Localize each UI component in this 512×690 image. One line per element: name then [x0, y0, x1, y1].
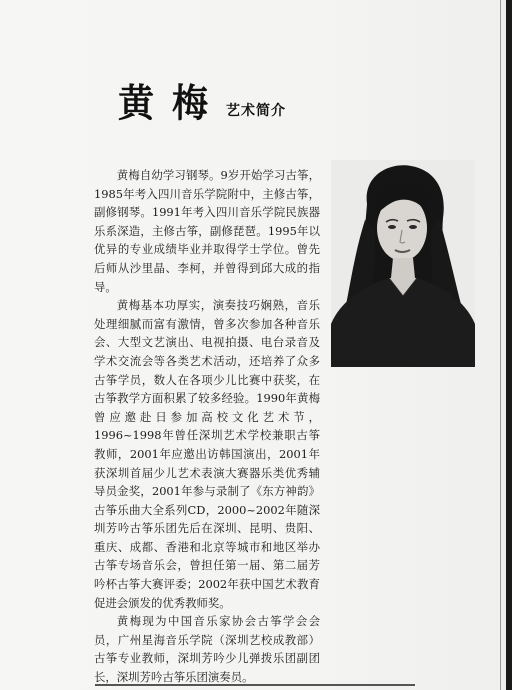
page-title	[118, 82, 286, 126]
title-name: 黄梅	[118, 81, 227, 126]
bottom-rule	[95, 684, 415, 686]
biography-paragraph-2: 黄梅基本功厚实，演奏技巧娴熟，音乐处理细腻而富有激情，曾多次参加各种音乐会、大型文艺演出、电视拍摄、电台录音及学术交流会等各类艺术活动，还培养了众多古筝学员，数人在各项少儿比赛中获奖，在古筝教学方面积累了较多经验。1990年黄梅曾应邀赴日参加高校文化艺术节，1996~1998年曾任深圳艺术学校兼职古筝教师，2001年应邀出访韩国演出，2001年获深圳首届少儿艺术表演大赛器乐类优秀辅导员金奖，2001年参与录制了《东方神韵》古筝乐曲大全系列CD，2000~2002年随深圳芳吟古筝乐团先后在深圳、昆明、贵阳、重庆、成都、香港和北京等城市和地区举办古筝专场音乐会，曾担任第一届、第二届芳吟杯古筝大赛评委；2002年获中国艺术教育促进会颁发的优秀教师奖。	[94, 298, 320, 610]
biography-text	[94, 166, 320, 687]
biography-paragraph-3: 黄梅现为中国音乐家协会古筝学会会员，广州星海音乐学院（深圳艺校成教部）古筝专业教师，深圳芳吟少儿弹拨乐团副团长，深圳芳吟古筝乐团演奏员。	[94, 614, 320, 685]
title-subtitle: 艺术简介	[226, 103, 287, 119]
spine-line	[500, 0, 501, 690]
portrait-photo-icon	[331, 160, 475, 367]
portrait-photo	[331, 160, 475, 367]
biography-paragraph-1: 黄梅自幼学习钢琴。9岁开始学习古筝，1985年考入四川音乐学院附中，主修古筝，副修钢琴。1991年考入四川音乐学院民族器乐系深造，主修古筝，副修琵琶。1995年以优异的专业成绩毕业并取得学士学位。曾先后师从沙里晶、李柯，并曾得到邱大成的指导。	[94, 168, 320, 294]
book-spine-edge	[506, 0, 512, 690]
